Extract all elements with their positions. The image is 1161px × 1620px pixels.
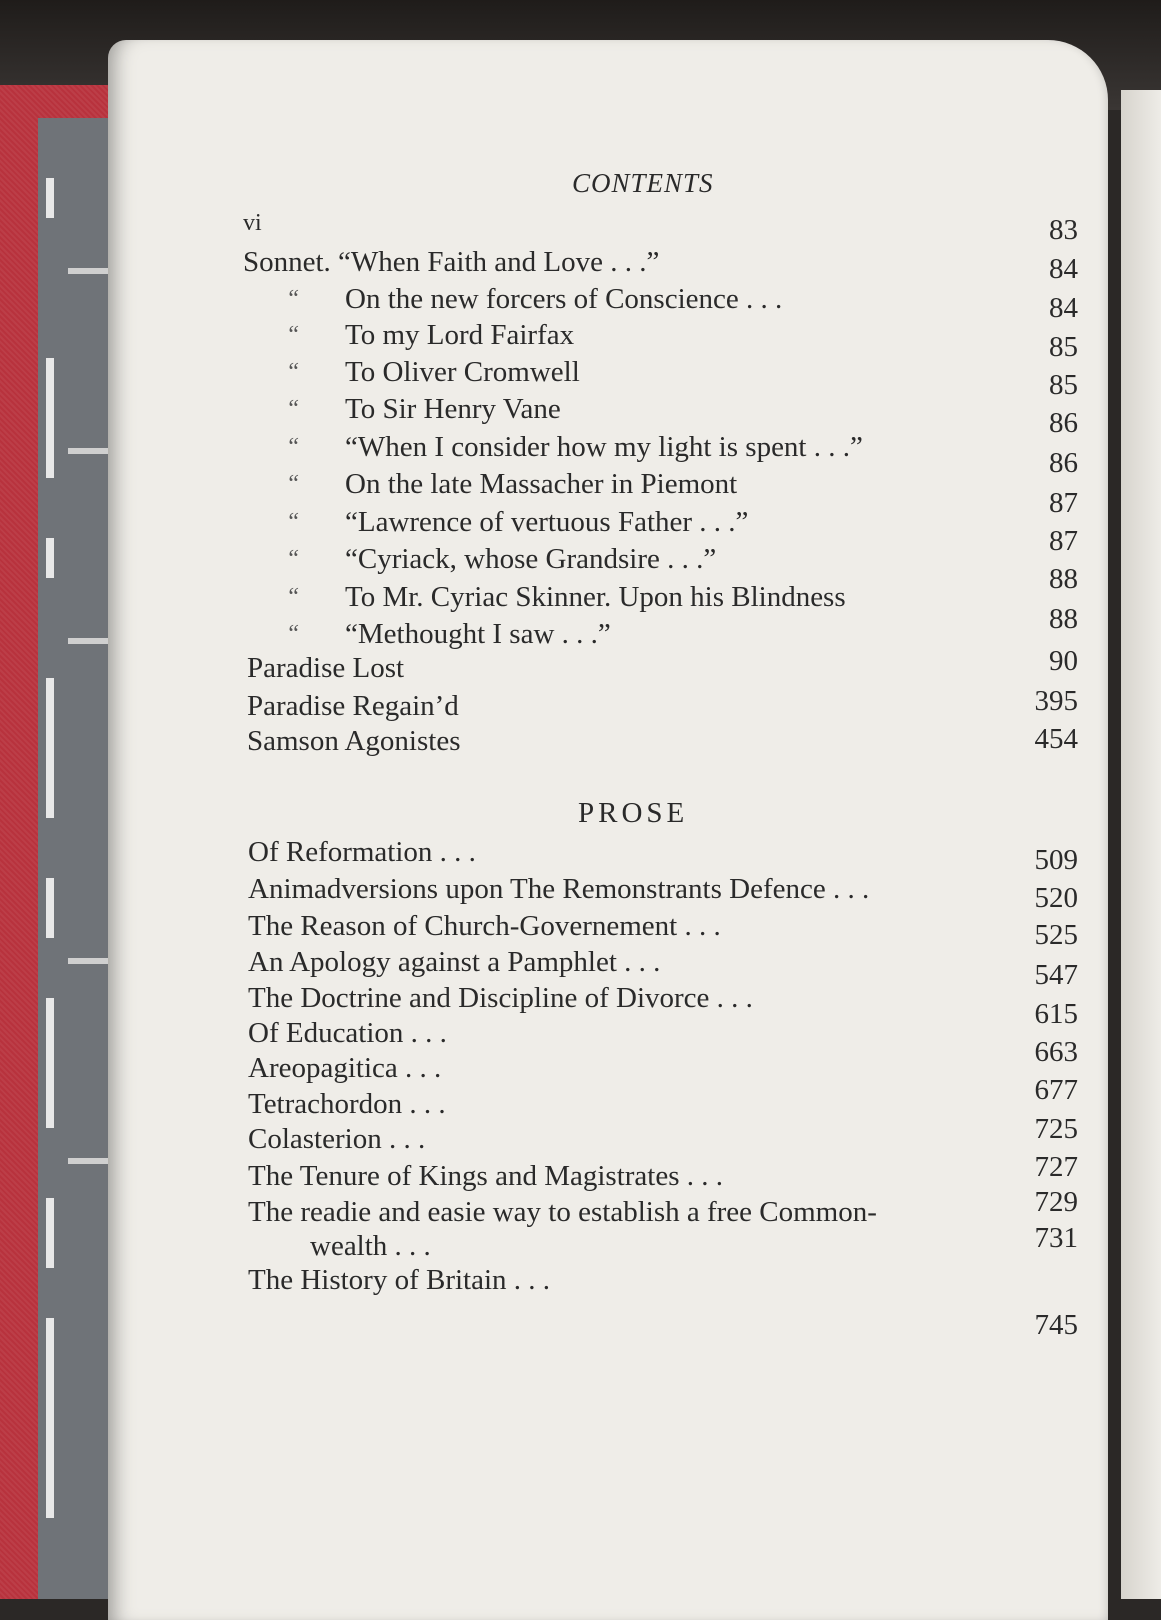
ditto-mark: “ <box>286 359 300 385</box>
entry-title: On the new forcers of Conscience . . . <box>345 283 783 315</box>
entry-title: An Apology against a Pamphlet . . . <box>248 946 661 978</box>
entry-page: 90 <box>1049 645 1078 677</box>
entry-page: 84 <box>1049 253 1078 285</box>
entry-page: 547 <box>1034 959 1078 991</box>
entry-title: On the late Massacher in Piemont <box>345 468 738 500</box>
entry-title: Sonnet. “When Faith and Love . . .” <box>243 246 660 278</box>
entry-page: 729 <box>1034 1186 1078 1218</box>
entry-title: Colasterion . . . <box>248 1123 426 1155</box>
entry-title: The Doctrine and Discipline of Divorce . . . <box>248 982 753 1014</box>
ditto-mark: “ <box>286 434 300 460</box>
ditto-mark: “ <box>286 509 300 535</box>
entry-page: 725 <box>1034 1113 1078 1145</box>
entry-title: “Cyriack, whose Grandsire . . .” <box>345 543 717 575</box>
ditto-mark: “ <box>286 621 300 647</box>
entry-page: 86 <box>1049 407 1078 439</box>
entry-page: 454 <box>1034 723 1078 755</box>
entry-page: 83 <box>1049 214 1078 246</box>
entry-page: 727 <box>1034 1151 1078 1183</box>
entry-title: To Sir Henry Vane <box>345 393 561 425</box>
entry-title: Paradise Lost <box>247 652 405 684</box>
entry-title: Of Reformation . . . <box>248 836 476 868</box>
entry-title: Samson Agonistes <box>247 725 461 757</box>
ditto-mark: “ <box>286 584 300 610</box>
entry-page: 87 <box>1049 487 1078 519</box>
entry-page: 663 <box>1034 1036 1078 1068</box>
entry-title: The Tenure of Kings and Magistrates . . . <box>248 1160 724 1192</box>
ditto-mark: “ <box>286 286 300 312</box>
ditto-mark: “ <box>286 396 300 422</box>
entry-page: 85 <box>1049 369 1078 401</box>
entry-page: 395 <box>1034 685 1078 717</box>
page-number: vi <box>243 210 262 236</box>
entry-title: To Oliver Cromwell <box>345 356 580 388</box>
entry-title-continuation: wealth . . . <box>310 1230 431 1262</box>
entry-page: 88 <box>1049 603 1078 635</box>
entry-page: 87 <box>1049 525 1078 557</box>
entry-title: “Lawrence of vertuous Father . . .” <box>345 506 749 538</box>
entry-page: 85 <box>1049 331 1078 363</box>
entry-title: Of Education . . . <box>248 1017 447 1049</box>
entry-page: 509 <box>1034 844 1078 876</box>
entry-page: 525 <box>1034 919 1078 951</box>
entry-title: To my Lord Fairfax <box>345 319 575 351</box>
entry-title: Areopagitica . . . <box>248 1052 442 1084</box>
entry-title: The Reason of Church-Governement . . . <box>248 910 721 942</box>
entry-title: To Mr. Cyriac Skinner. Upon his Blindness <box>345 581 846 613</box>
entry-title: Tetrachordon . . . <box>248 1088 446 1120</box>
entry-title: “When I consider how my light is spent . . .” <box>345 431 863 463</box>
entry-title: Paradise Regain’d <box>247 690 459 722</box>
entry-page: 88 <box>1049 563 1078 595</box>
ditto-mark: “ <box>286 546 300 572</box>
entry-page: 745 <box>1034 1309 1078 1341</box>
entry-page: 86 <box>1049 447 1078 479</box>
page-title: CONTENTS <box>572 168 714 198</box>
entry-page: 677 <box>1034 1074 1078 1106</box>
ditto-mark: “ <box>286 471 300 497</box>
entry-title: The History of Britain . . . <box>248 1264 551 1296</box>
entry-page: 615 <box>1034 998 1078 1030</box>
entry-title: Animadversions upon The Remonstrants Defence . . . <box>248 873 870 905</box>
entry-page: 731 <box>1034 1222 1078 1254</box>
entry-page: 84 <box>1049 292 1078 324</box>
entry-title: The readie and easie way to establish a free Common- <box>248 1196 877 1228</box>
ditto-mark: “ <box>286 322 300 348</box>
section-heading-prose: PROSE <box>578 797 689 829</box>
entry-page: 520 <box>1034 882 1078 914</box>
entry-title: “Methought I saw . . .” <box>345 618 611 650</box>
